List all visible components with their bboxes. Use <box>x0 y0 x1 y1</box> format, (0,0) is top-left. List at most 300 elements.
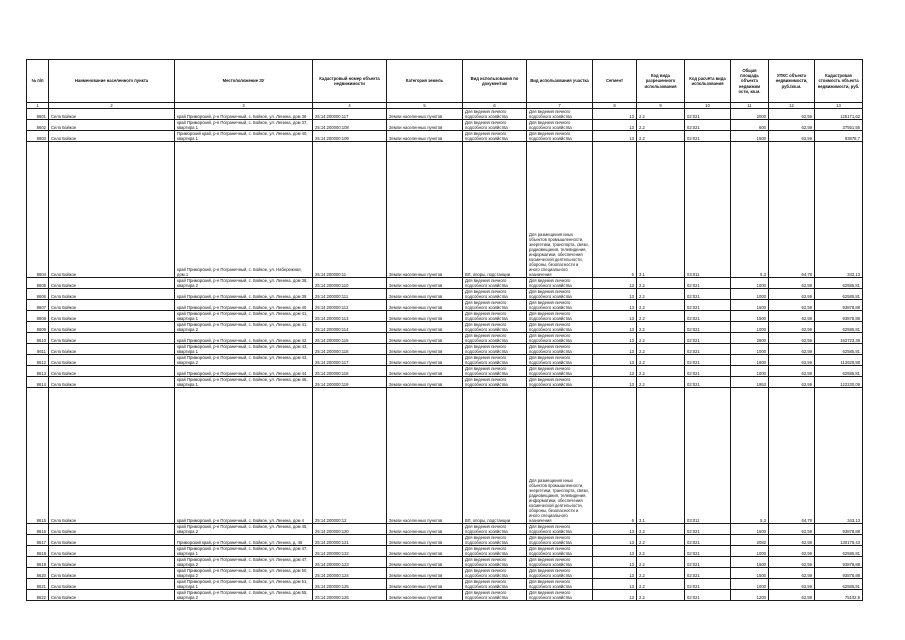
calc-use-code-cell: 03:011 <box>685 142 731 278</box>
specific-cadastral-value-cell: 62,59 <box>769 311 815 322</box>
location-cell: край Приморский, р-н Пограничный, с. Бойкое, ул. Ленина, дом 4 <box>175 388 313 524</box>
column-header: Общая площадь объекта недвижим ости, кв.м. <box>731 60 769 103</box>
total-area-cell: 2082 <box>731 535 769 546</box>
plot-use-type-cell: Для ведения личного подсобного хозяйства <box>527 557 593 568</box>
segment-cell: 13 <box>593 120 637 131</box>
segment-cell: 13 <box>593 131 637 142</box>
use-code-cell: 2.2 <box>637 590 685 601</box>
cadastral-number-cell: 25:14:200000:12 <box>313 388 387 524</box>
row-number-cell: 8618 <box>27 546 49 557</box>
table-row <box>27 590 863 601</box>
cadastral-value-cell: 343,13 <box>815 142 863 278</box>
plot-use-type-cell: Для ведения личного подсобного хозяйства <box>527 377 593 388</box>
document-use-type-cell: Для ведения личного подсобного хозяйства <box>463 289 527 300</box>
document-use-type-cell: ВЛ, опоры, подстанции <box>463 142 527 278</box>
location-cell: Приморский край, р-н Пограничный, с. Бойкое, ул. Ленина, дом 40, квартира 1 <box>175 131 313 142</box>
row-number-cell: 8612 <box>27 355 49 366</box>
land-category-cell: Земли населенных пунктов <box>387 131 463 142</box>
segment-cell: 13 <box>593 333 637 344</box>
document-use-type-cell: ВЛ, опоры, подстанции <box>463 388 527 524</box>
column-number: 3 <box>175 103 313 109</box>
column-header: Код вида разрешенного использования <box>637 60 685 103</box>
land-category-cell: Земли населенных пунктов <box>387 579 463 590</box>
specific-cadastral-value-cell: 62,59 <box>769 333 815 344</box>
table-row <box>27 300 863 311</box>
location-cell: Приморский край, р-н Пограничный, с. Бойкое, ул. Ленина, д. 46 <box>175 535 313 546</box>
cadastral-value-cell: 93878,88 <box>815 557 863 568</box>
land-category-cell: Земли населенных пунктов <box>387 120 463 131</box>
cadastral-number-cell: 25:14:200000:11 <box>313 142 387 278</box>
location-cell: край Приморский, р-н Пограничный, с. Бойкое, ул. Ленина, дом 42 <box>175 333 313 344</box>
column-number: 12 <box>769 103 815 109</box>
column-header: Код расчёта вида использования <box>685 60 731 103</box>
settlement-name-cell: Село Бойкое <box>49 120 175 131</box>
specific-cadastral-value-cell: 62,59 <box>769 590 815 601</box>
use-code-cell: 2.2 <box>637 579 685 590</box>
table-row <box>27 278 863 289</box>
specific-cadastral-value-cell: 62,59 <box>769 355 815 366</box>
cadastral-number-cell: 25:14:200000:126 <box>313 590 387 601</box>
calc-use-code-cell: 02:021 <box>685 524 731 535</box>
land-category-cell: Земли населенных пунктов <box>387 590 463 601</box>
settlement-name-cell: Село Бойкое <box>49 322 175 333</box>
plot-use-type-cell: Для ведения личного подсобного хозяйства <box>527 535 593 546</box>
settlement-name-cell: Село Бойкое <box>49 333 175 344</box>
specific-cadastral-value-cell: 62,59 <box>769 109 815 120</box>
row-number-cell: 8615 <box>27 388 49 524</box>
segment-cell: 13 <box>593 109 637 120</box>
column-header: № п/п <box>27 60 49 103</box>
segment-cell: 13 <box>593 322 637 333</box>
cadastral-value-cell: 93878,88 <box>815 568 863 579</box>
segment-cell: 13 <box>593 344 637 355</box>
total-area-cell: 1000 <box>731 546 769 557</box>
segment-cell: 13 <box>593 590 637 601</box>
plot-use-type-cell: Для ведения личного подсобного хозяйства <box>527 289 593 300</box>
row-number-cell: 8622 <box>27 590 49 601</box>
row-number-cell: 8613 <box>27 366 49 377</box>
cadastral-number-cell: 25:14:200000:124 <box>313 568 387 579</box>
total-area-cell: 1500 <box>731 568 769 579</box>
column-number: 6 <box>463 103 527 109</box>
calc-use-code-cell: 02:021 <box>685 131 731 142</box>
land-category-cell: Земли населенных пунктов <box>387 366 463 377</box>
column-header: Вид использования участка <box>527 60 593 103</box>
location-cell: край Приморский, р-н Пограничный, с. Бойкое, ул. Ленина, дом 38, квартира 2 <box>175 278 313 289</box>
table-row <box>27 109 863 120</box>
total-area-cell: 2600 <box>731 333 769 344</box>
segment-cell: 13 <box>593 546 637 557</box>
row-number-cell: 8619 <box>27 557 49 568</box>
row-number-cell: 8604 <box>27 142 49 278</box>
segment-cell: 13 <box>593 524 637 535</box>
cadastral-value-cell: 343,13 <box>815 388 863 524</box>
row-number-cell: 8609 <box>27 322 49 333</box>
calc-use-code-cell: 02:021 <box>685 546 731 557</box>
land-category-cell: Земли населенных пунктов <box>387 568 463 579</box>
document-use-type-cell: Для ведения личного подсобного хозяйства <box>463 344 527 355</box>
land-category-cell: Земли населенных пунктов <box>387 289 463 300</box>
use-code-cell: 2.2 <box>637 377 685 388</box>
use-code-cell: 2.2 <box>637 278 685 289</box>
plot-use-type-cell: Для ведения личного подсобного хозяйства <box>527 524 593 535</box>
specific-cadastral-value-cell: 64,78 <box>769 388 815 524</box>
location-cell: край Приморский, р-н Пограничный, с. Бойкое, ул. Набережная, дом 1 <box>175 142 313 278</box>
specific-cadastral-value-cell: 62,59 <box>769 377 815 388</box>
land-category-cell: Земли населенных пунктов <box>387 311 463 322</box>
location-cell: край Приморский, р-н Пограничный, с. Бойкое, ул. Ленина, дом 51, квартира 1 <box>175 579 313 590</box>
calc-use-code-cell: 02:021 <box>685 568 731 579</box>
use-code-cell: 2.2 <box>637 120 685 131</box>
cadastral-value-cell: 62585,81 <box>815 579 863 590</box>
settlement-name-cell: Село Бойкое <box>49 289 175 300</box>
total-area-cell: 2000 <box>731 109 769 120</box>
total-area-cell: 1000 <box>731 344 769 355</box>
specific-cadastral-value-cell: 62,59 <box>769 278 815 289</box>
location-cell: край Приморский, р-н Пограничный, с. Бойкое, ул. Ленина, дом 43, квартира 1 <box>175 344 313 355</box>
settlement-name-cell: Село Бойкое <box>49 546 175 557</box>
column-header: Категория земель <box>387 60 463 103</box>
location-cell: край Приморский, р-н Пограничный, с. Бойкое, ул. Ленина, дом 41, квартира 2 <box>175 322 313 333</box>
header-row <box>27 60 863 103</box>
location-cell: край Приморский, р-н Пограничный, с. Бойкое, ул. Ленина, дом 41, квартира 1 <box>175 311 313 322</box>
specific-cadastral-value-cell: 62,59 <box>769 579 815 590</box>
row-number-cell: 8603 <box>27 131 49 142</box>
plot-use-type-cell: Для ведения личного подсобного хозяйства <box>527 109 593 120</box>
segment-cell: 13 <box>593 579 637 590</box>
document-use-type-cell: Для ведения личного подсобного хозяйства <box>463 300 527 311</box>
location-cell: край Приморский, р-н Пограничный, с. Бойкое, ул. Ленина, дом 36 <box>175 109 313 120</box>
segment-cell: 13 <box>593 289 637 300</box>
cadastral-number-cell: 25:14:200000:118 <box>313 366 387 377</box>
cadastral-number-cell: 25:14:200000:125 <box>313 579 387 590</box>
plot-use-type-cell: Для ведения личного подсобного хозяйства <box>527 344 593 355</box>
cadastral-number-cell: 25:14:200000:110 <box>313 278 387 289</box>
plot-use-type-cell: Для ведения личного подсобного хозяйства <box>527 300 593 311</box>
cadastral-number-cell: 25:14:200000:119 <box>313 377 387 388</box>
column-number: 5 <box>387 103 463 109</box>
plot-use-type-cell: Для ведения личного подсобного хозяйства <box>527 546 593 557</box>
document-use-type-cell: Для ведения личного подсобного хозяйства <box>463 557 527 568</box>
use-code-cell: 2.2 <box>637 333 685 344</box>
total-area-cell: 1000 <box>731 289 769 300</box>
segment-cell: 13 <box>593 278 637 289</box>
settlement-name-cell: Село Бойкое <box>49 355 175 366</box>
location-cell: край Приморский, р-н Пограничный, с. Бойкое, ул. Ленина, дом 39 <box>175 289 313 300</box>
row-number-cell: 8611 <box>27 344 49 355</box>
land-category-cell: Земли населенных пунктов <box>387 546 463 557</box>
total-area-cell: 1000 <box>731 278 769 289</box>
plot-use-type-cell: Для ведения личного подсобного хозяйства <box>527 322 593 333</box>
table-row <box>27 388 863 524</box>
calc-use-code-cell: 02:021 <box>685 590 731 601</box>
row-number-cell: 8616 <box>27 524 49 535</box>
cadastral-value-cell: 62585,81 <box>815 546 863 557</box>
row-number-cell: 8606 <box>27 289 49 300</box>
column-header: Местоположение ЗУ <box>175 60 313 103</box>
settlement-name-cell: Село Бойкое <box>49 366 175 377</box>
plot-use-type-cell: Для ведения личного подсобного хозяйства <box>527 590 593 601</box>
settlement-name-cell: Село Бойкое <box>49 524 175 535</box>
cadastral-value-cell: 62585,81 <box>815 344 863 355</box>
column-number: 1 <box>27 103 49 109</box>
segment-cell: 13 <box>593 300 637 311</box>
plot-use-type-cell: Для ведения личного подсобного хозяйства <box>527 131 593 142</box>
segment-cell: 13 <box>593 355 637 366</box>
settlement-name-cell: Село Бойкое <box>49 579 175 590</box>
table-row <box>27 333 863 344</box>
cadastral-number-cell: 25:14:200000:121 <box>313 535 387 546</box>
table-row <box>27 120 863 131</box>
calc-use-code-cell: 02:021 <box>685 311 731 322</box>
total-area-cell: 1800 <box>731 355 769 366</box>
total-area-cell: 1500 <box>731 300 769 311</box>
plot-use-type-cell: Для ведения личного подсобного хозяйства <box>527 355 593 366</box>
total-area-cell: 5,3 <box>731 388 769 524</box>
plot-use-type-cell: Для ведения личного подсобного хозяйства <box>527 579 593 590</box>
specific-cadastral-value-cell: 62,59 <box>769 322 815 333</box>
calc-use-code-cell: 02:021 <box>685 557 731 568</box>
use-code-cell: 2.2 <box>637 557 685 568</box>
use-code-cell: 2.2 <box>637 300 685 311</box>
column-number: 7 <box>527 103 593 109</box>
document-use-type-cell: Для ведения личного подсобного хозяйства <box>463 131 527 142</box>
document-use-type-cell: Для ведения личного подсобного хозяйства <box>463 120 527 131</box>
plot-use-type-cell: Для ведения личного подсобного хозяйства <box>527 568 593 579</box>
table-row <box>27 289 863 300</box>
table-row <box>27 568 863 579</box>
settlement-name-cell: Село Бойкое <box>49 535 175 546</box>
segment-cell: 13 <box>593 568 637 579</box>
calc-use-code-cell: 02:021 <box>685 333 731 344</box>
column-number: 4 <box>313 103 387 109</box>
location-cell: край Приморский, р-н Пограничный, с. Бойкое, ул. Ленина, дом 47, квартира 2 <box>175 557 313 568</box>
cadastral-value-cell: 62585,81 <box>815 278 863 289</box>
calc-use-code-cell: 02:021 <box>685 289 731 300</box>
table-row <box>27 344 863 355</box>
plot-use-type-cell: Для ведения личного подсобного хозяйства <box>527 278 593 289</box>
cadastral-value-cell: 125171,62 <box>815 109 863 120</box>
plot-use-type-cell: Для размещения иных объектов промышленности, энергетики, транспорта, связи, радиовещания, телевидения, информатики, обеспечения космической деятельности, обороны, безопасности и иного специального назначения <box>527 142 593 278</box>
segment-cell: 13 <box>593 366 637 377</box>
segment-cell: 6 <box>593 388 637 524</box>
document-use-type-cell: Для ведения личного подсобного хозяйства <box>463 311 527 322</box>
row-number-cell: 8605 <box>27 278 49 289</box>
land-category-cell: Земли населенных пунктов <box>387 322 463 333</box>
row-number-cell: 8614 <box>27 377 49 388</box>
row-number-cell: 8601 <box>27 109 49 120</box>
cadastral-value-cell: 93878,7 <box>815 131 863 142</box>
document-use-type-cell: Для ведения личного подсобного хозяйства <box>463 535 527 546</box>
land-category-cell: Земли населенных пунктов <box>387 535 463 546</box>
cadastral-value-cell: 93878,88 <box>815 300 863 311</box>
calc-use-code-cell: 03:011 <box>685 388 731 524</box>
cadastral-number-cell: 25:14:200000:109 <box>313 131 387 142</box>
land-category-cell: Земли населенных пунктов <box>387 333 463 344</box>
total-area-cell: 1000 <box>731 366 769 377</box>
table-row <box>27 524 863 535</box>
cadastral-number-cell: 25:14:200000:113 <box>313 311 387 322</box>
settlement-name-cell: Село Бойкое <box>49 300 175 311</box>
calc-use-code-cell: 02:021 <box>685 109 731 120</box>
document-use-type-cell: Для ведения личного подсобного хозяйства <box>463 333 527 344</box>
document-use-type-cell: Для ведения личного подсобного хозяйства <box>463 579 527 590</box>
cadastral-value-cell: 130176,43 <box>815 535 863 546</box>
land-category-cell: Земли населенных пунктов <box>387 344 463 355</box>
use-code-cell: 2.2 <box>637 344 685 355</box>
calc-use-code-cell: 02:021 <box>685 120 731 131</box>
land-category-cell: Земли населенных пунктов <box>387 377 463 388</box>
segment-cell: 6 <box>593 142 637 278</box>
calc-use-code-cell: 02:021 <box>685 377 731 388</box>
segment-cell: 13 <box>593 311 637 322</box>
cadastral-value-cell: 37551,55 <box>815 120 863 131</box>
calc-use-code-cell: 02:021 <box>685 579 731 590</box>
column-header: Кадастровый номер объекта недвижимости <box>313 60 387 103</box>
use-code-cell: 2.2 <box>637 355 685 366</box>
document-use-type-cell: Для ведения личного подсобного хозяйства <box>463 377 527 388</box>
document-use-type-cell: Для ведения личного подсобного хозяйства <box>463 355 527 366</box>
document-use-type-cell: Для ведения личного подсобного хозяйства <box>463 366 527 377</box>
specific-cadastral-value-cell: 62,59 <box>769 131 815 142</box>
table-row <box>27 377 863 388</box>
table-row <box>27 311 863 322</box>
land-category-cell: Земли населенных пунктов <box>387 557 463 568</box>
table-row <box>27 579 863 590</box>
total-area-cell: 1200 <box>731 590 769 601</box>
total-area-cell: 1500 <box>731 524 769 535</box>
land-category-cell: Земли населенных пунктов <box>387 300 463 311</box>
row-number-cell: 8617 <box>27 535 49 546</box>
calc-use-code-cell: 02:021 <box>685 366 731 377</box>
cadastral-value-cell: 93878,88 <box>815 311 863 322</box>
specific-cadastral-value-cell: 62,59 <box>769 300 815 311</box>
location-cell: край Приморский, р-н Пограничный, с. Бойкое, ул. Ленина, дом 40 <box>175 300 313 311</box>
plot-use-type-cell: Для ведения личного подсобного хозяйства <box>527 120 593 131</box>
use-code-cell: 2.2 <box>637 546 685 557</box>
document-use-type-cell: Для ведения личного подсобного хозяйства <box>463 322 527 333</box>
settlement-name-cell: Село Бойкое <box>49 557 175 568</box>
land-category-cell: Земли населенных пунктов <box>387 524 463 535</box>
plot-use-type-cell: Для ведения личного подсобного хозяйства <box>527 311 593 322</box>
settlement-name-cell: Село Бойкое <box>49 109 175 120</box>
column-number: 9 <box>637 103 685 109</box>
use-code-cell: 3.1 <box>637 388 685 524</box>
use-code-cell: 2.2 <box>637 131 685 142</box>
settlement-name-cell: Село Бойкое <box>49 311 175 322</box>
settlement-name-cell: Село Бойкое <box>49 142 175 278</box>
land-category-cell: Земли населенных пунктов <box>387 142 463 278</box>
land-category-cell: Земли населенных пунктов <box>387 109 463 120</box>
use-code-cell: 2.2 <box>637 366 685 377</box>
calc-use-code-cell: 02:021 <box>685 344 731 355</box>
total-area-cell: 600 <box>731 120 769 131</box>
specific-cadastral-value-cell: 62,59 <box>769 546 815 557</box>
specific-cadastral-value-cell: 64,78 <box>769 142 815 278</box>
column-number: 2 <box>49 103 175 109</box>
specific-cadastral-value-cell: 62,59 <box>769 535 815 546</box>
cadastral-number-cell: 25:14:200000:122 <box>313 546 387 557</box>
calc-use-code-cell: 02:021 <box>685 278 731 289</box>
row-number-cell: 8610 <box>27 333 49 344</box>
row-number-cell: 8608 <box>27 311 49 322</box>
settlement-name-cell: Село Бойкое <box>49 377 175 388</box>
total-area-cell: 1500 <box>731 557 769 568</box>
table-row <box>27 355 863 366</box>
row-number-cell: 8607 <box>27 300 49 311</box>
land-category-cell: Земли населенных пунктов <box>387 355 463 366</box>
cadastral-value-cell: 62585,81 <box>815 366 863 377</box>
table-body <box>27 109 863 601</box>
settlement-name-cell: Село Бойкое <box>49 344 175 355</box>
specific-cadastral-value-cell: 62,59 <box>769 524 815 535</box>
cadastral-value-cell: 122230,09 <box>815 377 863 388</box>
cadastral-value-table <box>26 59 863 601</box>
document-use-type-cell: Для ведения личного подсобного хозяйства <box>463 524 527 535</box>
total-area-cell: 1953 <box>731 377 769 388</box>
use-code-cell: 2.2 <box>637 289 685 300</box>
total-area-cell: 1000 <box>731 322 769 333</box>
segment-cell: 13 <box>593 377 637 388</box>
table-row <box>27 535 863 546</box>
location-cell: край Приморский, р-н Пограничный, с. Бойкое, ул. Ленина, дом 47, квартира 1 <box>175 546 313 557</box>
column-number: 10 <box>685 103 731 109</box>
cadastral-value-cell: 62585,81 <box>815 289 863 300</box>
cadastral-value-cell: 75102,9 <box>815 590 863 601</box>
table-row <box>27 546 863 557</box>
column-number: 11 <box>731 103 769 109</box>
cadastral-number-cell: 25:14:200000:117 <box>313 109 387 120</box>
cadastral-number-cell: 25:14:200000:123 <box>313 557 387 568</box>
table-row <box>27 322 863 333</box>
use-code-cell: 2.2 <box>637 322 685 333</box>
table-row <box>27 557 863 568</box>
settlement-name-cell: Село Бойкое <box>49 568 175 579</box>
document-use-type-cell: Для ведения личного подсобного хозяйства <box>463 278 527 289</box>
plot-use-type-cell: Для размещения иных объектов промышленности, энергетики, транспорта, связи, радиовещания, телевидения, информатики, обеспечения космической деятельности, обороны, безопасности и иного специального назначения <box>527 388 593 524</box>
cadastral-value-cell: 112629,88 <box>815 355 863 366</box>
settlement-name-cell: Село Бойкое <box>49 388 175 524</box>
table-row <box>27 131 863 142</box>
cadastral-number-cell: 25:14:200000:114 <box>313 322 387 333</box>
cadastral-value-cell: 62585,81 <box>815 322 863 333</box>
location-cell: край Приморский, р-н Пограничный, с. Бойкое, ул. Ленина, дом 37, квартира 1 <box>175 120 313 131</box>
settlement-name-cell: Село Бойкое <box>49 278 175 289</box>
table-row <box>27 366 863 377</box>
location-cell: край Приморский, р-н Пограничный, с. Бойкое, ул. Ленина, дом 44 <box>175 366 313 377</box>
total-area-cell: 1500 <box>731 311 769 322</box>
cadastral-table-sheet <box>26 59 862 601</box>
calc-use-code-cell: 02:021 <box>685 355 731 366</box>
use-code-cell: 2.2 <box>637 109 685 120</box>
specific-cadastral-value-cell: 62,59 <box>769 289 815 300</box>
land-category-cell: Земли населенных пунктов <box>387 278 463 289</box>
cadastral-value-cell: 93878,88 <box>815 524 863 535</box>
column-header: УПКС объекта недвижимости, руб./кв.м. <box>769 60 815 103</box>
cadastral-number-cell: 25:14:200000:115 <box>313 333 387 344</box>
specific-cadastral-value-cell: 62,59 <box>769 557 815 568</box>
calc-use-code-cell: 02:021 <box>685 535 731 546</box>
settlement-name-cell: Село Бойкое <box>49 131 175 142</box>
segment-cell: 13 <box>593 557 637 568</box>
cadastral-number-cell: 25:14:200000:117 <box>313 355 387 366</box>
plot-use-type-cell: Для ведения личного подсобного хозяйства <box>527 366 593 377</box>
calc-use-code-cell: 02:021 <box>685 322 731 333</box>
document-use-type-cell: Для ведения личного подсобного хозяйства <box>463 568 527 579</box>
use-code-cell: 3.1 <box>637 142 685 278</box>
cadastral-number-cell: 25:14:200000:116 <box>313 344 387 355</box>
cadastral-number-cell: 25:14:200000:112 <box>313 300 387 311</box>
